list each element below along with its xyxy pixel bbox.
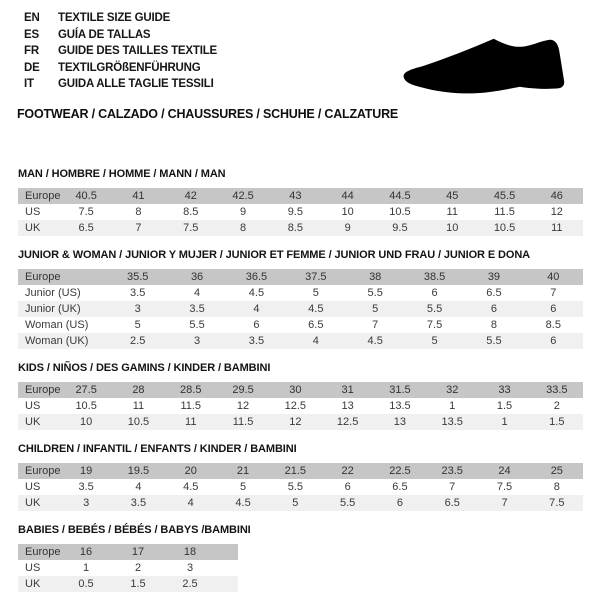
size-cell: 46: [550, 190, 563, 202]
row-label-cell: UK: [25, 578, 41, 590]
size-cell: 42: [184, 190, 197, 202]
size-cell: 12: [236, 400, 250, 412]
size-cell: 12.5: [284, 400, 307, 412]
language-code: IT: [24, 78, 34, 91]
size-cell: 35.5: [126, 271, 149, 283]
size-cell: 39: [487, 271, 501, 283]
size-cell: 5: [372, 303, 379, 315]
row-label-cell: Europe: [25, 465, 61, 477]
size-cell: 6.5: [444, 497, 460, 509]
size-cell: 3.5: [189, 303, 205, 315]
size-cell: 8: [135, 206, 142, 218]
size-cell: 11: [446, 206, 458, 218]
size-cell: 7.5: [426, 319, 443, 331]
dress-shoe-icon: [392, 16, 578, 108]
size-cell: 10: [80, 416, 93, 428]
size-cell: 13.5: [389, 400, 411, 412]
size-cell: 7: [372, 319, 379, 331]
row-label-cell: US: [25, 206, 41, 218]
language-code: DE: [24, 61, 40, 74]
table-row: [18, 479, 583, 495]
size-cell: 33: [498, 384, 511, 396]
size-cell: 44: [341, 190, 354, 202]
size-cell: 20: [184, 465, 197, 477]
row-label-cell: UK: [25, 222, 41, 234]
size-cell: 5: [292, 497, 299, 509]
size-cell: 5.5: [339, 497, 356, 509]
language-code: EN: [24, 12, 40, 25]
size-cell: 10.5: [75, 400, 97, 412]
size-cell: 10.5: [493, 222, 516, 234]
size-cell: 37.5: [305, 271, 327, 283]
table-row: [18, 495, 583, 511]
row-label-cell: UK: [25, 497, 41, 509]
size-cell: 4.5: [183, 481, 199, 493]
size-cell: 7: [550, 287, 557, 299]
language-row: [24, 27, 217, 44]
language-row: [24, 43, 217, 60]
size-cell: 3.5: [130, 497, 147, 509]
size-cell: 11: [132, 400, 145, 412]
size-table: [18, 382, 583, 430]
size-cell: 28: [132, 384, 145, 396]
size-cell: 3: [186, 562, 194, 574]
language-title: GUÍA DE TALLAS: [58, 28, 151, 41]
size-cell: 18: [183, 546, 197, 558]
row-label-cell: Woman (US): [25, 319, 89, 331]
size-cell: 36.5: [245, 271, 268, 283]
size-cell: 5.5: [367, 287, 383, 299]
size-cell: 17: [131, 546, 145, 558]
section-title: BABIES / BEBÉS / BÉBÉS / BABYS /BAMBINI: [18, 524, 251, 536]
size-cell: 12: [550, 206, 563, 218]
size-cell: 13: [393, 416, 407, 428]
table-row: [18, 317, 583, 333]
language-title: GUIDE DES TAILLES TEXTILE: [58, 45, 217, 58]
size-cell: 5.5: [287, 481, 303, 493]
size-cell: 25: [550, 465, 563, 477]
size-cell: 8.5: [545, 319, 561, 331]
size-cell: 0.5: [78, 578, 94, 590]
size-cell: 8.5: [287, 222, 303, 234]
size-cell: 6: [550, 335, 557, 347]
size-cell: 6: [396, 497, 403, 509]
size-table: [18, 188, 583, 236]
size-cell: 38.5: [423, 271, 446, 283]
size-cell: 13: [341, 400, 354, 412]
size-cell: 7.5: [496, 481, 513, 493]
size-table-section: [18, 443, 583, 511]
table-row: [18, 333, 583, 349]
table-header-row: [18, 269, 583, 285]
size-cell: 4: [253, 303, 260, 315]
row-label-cell: Junior (US): [25, 287, 81, 299]
size-cell: 22: [341, 465, 354, 477]
size-cell: 45.5: [493, 190, 516, 202]
row-label-cell: US: [25, 562, 41, 574]
size-cell: 6: [344, 481, 351, 493]
size-cell: 1: [501, 416, 508, 428]
size-cell: 36: [190, 271, 204, 283]
table-header-row: [18, 382, 583, 398]
size-cell: 41: [132, 190, 145, 202]
size-cell: 8: [239, 222, 247, 234]
size-cell: 2.5: [182, 578, 198, 590]
size-cell: 7: [501, 497, 508, 509]
language-title: TEXTILE SIZE GUIDE: [58, 12, 171, 25]
size-cell: 4: [312, 335, 319, 347]
size-cell: 7.5: [78, 206, 94, 218]
table-row: [18, 301, 583, 317]
size-cell: 21.5: [284, 465, 307, 477]
size-cell: 40.5: [75, 190, 97, 202]
size-cell: 16: [79, 546, 93, 558]
table-row: [18, 220, 583, 236]
language-row: [24, 76, 217, 93]
size-table-section: [18, 362, 583, 430]
row-label-cell: UK: [25, 416, 41, 428]
size-cell: 27.5: [75, 384, 97, 396]
size-cell: 10: [446, 222, 459, 234]
row-label-cell: Europe: [25, 384, 61, 396]
size-cell: 10.5: [127, 416, 150, 428]
size-cell: 30: [289, 384, 302, 396]
size-cell: 9.5: [287, 206, 303, 218]
size-cell: 31.5: [389, 384, 411, 396]
size-cell: 42.5: [232, 190, 254, 202]
size-table: [18, 544, 583, 592]
size-cell: 6: [253, 319, 260, 331]
size-cell: 1.5: [130, 578, 146, 590]
size-cell: 6.5: [78, 222, 94, 234]
size-cell: 6: [550, 303, 557, 315]
size-cell: 5: [431, 335, 438, 347]
table-header-row: [18, 188, 583, 204]
size-cell: 6.5: [486, 287, 502, 299]
size-cell: 9: [239, 206, 247, 218]
size-cell: 6.5: [308, 319, 324, 331]
language-title: GUIDA ALLE TAGLIE TESSILI: [58, 78, 214, 91]
size-cell: 38: [369, 271, 382, 283]
size-cell: 11.5: [232, 416, 254, 428]
size-cell: 6.5: [392, 481, 408, 493]
size-cell: 3: [134, 303, 141, 315]
size-cell: 31: [341, 384, 354, 396]
language-row: [24, 10, 217, 27]
language-title: TEXTILGRÖßENFÜHRUNG: [58, 61, 201, 74]
table-row: [18, 560, 238, 576]
size-cell: 4: [187, 497, 194, 509]
section-title: JUNIOR & WOMAN / JUNIOR Y MUJER / JUNIOR ET FEMME / JUNIOR UND FRAU / JUNIOR E DONA: [18, 249, 531, 261]
size-cell: 3.5: [248, 335, 265, 347]
size-cell: 28.5: [180, 384, 202, 396]
size-cell: 21: [236, 465, 250, 477]
size-table: [18, 269, 583, 349]
size-cell: 10.5: [389, 206, 411, 218]
row-label-cell: Europe: [25, 546, 61, 558]
size-cell: 7.5: [549, 497, 565, 509]
size-cell: 2: [553, 400, 560, 412]
size-cell: 10: [341, 206, 354, 218]
size-cell: 40: [547, 271, 560, 283]
size-cell: 8: [553, 481, 560, 493]
size-cell: 44.5: [389, 190, 411, 202]
language-row: [24, 60, 217, 77]
size-cell: 3.5: [78, 481, 94, 493]
size-cell: 9: [344, 222, 351, 234]
table-row: [18, 398, 583, 414]
size-cell: 7.5: [183, 222, 199, 234]
size-table-section: [18, 524, 583, 592]
row-label-cell: Woman (UK): [25, 335, 89, 347]
size-cell: 32: [446, 384, 459, 396]
size-cell: 22.5: [389, 465, 411, 477]
size-cell: 12.5: [336, 416, 359, 428]
size-cell: 11.5: [180, 400, 202, 412]
size-cell: 23.5: [441, 465, 463, 477]
size-cell: 2.5: [130, 335, 146, 347]
size-cell: 5: [239, 481, 247, 493]
table-row: [18, 414, 583, 430]
size-cell: 8.5: [183, 206, 199, 218]
size-cell: 5.5: [486, 335, 502, 347]
table-row: [18, 576, 238, 592]
size-cell: 13.5: [441, 416, 463, 428]
size-cell: 1: [82, 562, 90, 574]
section-title: CHILDREN / INFANTIL / ENFANTS / KINDER / BAMBINI: [18, 443, 297, 455]
size-cell: 5.5: [189, 319, 205, 331]
table-row: [18, 204, 583, 220]
size-cell: 4.5: [235, 497, 251, 509]
size-cell: 29.5: [232, 384, 254, 396]
row-label-cell: Europe: [25, 190, 61, 202]
row-label-cell: Europe: [25, 271, 61, 283]
language-list: [24, 10, 217, 93]
size-cell: 3.5: [130, 287, 146, 299]
size-cell: 4: [194, 287, 201, 299]
row-label-cell: Junior (UK): [25, 303, 81, 315]
size-cell: 5: [312, 287, 319, 299]
size-cell: 33.5: [546, 384, 568, 396]
size-cell: 4: [135, 481, 142, 493]
table-row: [18, 285, 583, 301]
size-table-section: [18, 168, 583, 236]
row-label-cell: US: [25, 481, 41, 493]
size-cell: 5: [134, 319, 141, 331]
size-cell: 5.5: [426, 303, 443, 315]
size-tables: [18, 168, 583, 600]
section-title: MAN / HOMBRE / HOMME / MANN / MAN: [18, 168, 226, 180]
size-cell: 9.5: [392, 222, 408, 234]
size-cell: 11.5: [494, 206, 515, 218]
size-cell: 8: [490, 319, 497, 331]
table-header-row: [18, 544, 238, 560]
size-cell: 2: [134, 562, 142, 574]
language-code: ES: [24, 28, 39, 41]
size-cell: 19.5: [127, 465, 150, 477]
size-cell: 19: [80, 465, 93, 477]
size-cell: 7: [135, 222, 142, 234]
size-cell: 4.5: [367, 335, 383, 347]
category-title: FOOTWEAR / CALZADO / CHAUSSURES / SCHUHE / CALZATURE: [17, 107, 399, 121]
size-cell: 3: [194, 335, 201, 347]
size-cell: 11: [551, 222, 563, 234]
row-label-cell: US: [25, 400, 41, 412]
size-cell: 4.5: [308, 303, 324, 315]
size-cell: 6: [490, 303, 497, 315]
size-cell: 1.5: [549, 416, 565, 428]
size-cell: 1.5: [496, 400, 513, 412]
size-cell: 4.5: [248, 287, 265, 299]
size-cell: 6: [431, 287, 438, 299]
size-cell: 1: [449, 400, 456, 412]
size-cell: 12: [289, 416, 302, 428]
size-cell: 43: [289, 190, 302, 202]
size-cell: 45: [446, 190, 459, 202]
size-cell: 3: [83, 497, 90, 509]
section-title: KIDS / NIÑOS / DES GAMINS / KINDER / BAMBINI: [18, 362, 271, 374]
size-cell: 7: [449, 481, 456, 493]
size-table: [18, 463, 583, 511]
table-header-row: [18, 463, 583, 479]
size-table-section: [18, 249, 583, 349]
language-code: FR: [24, 45, 39, 58]
size-cell: 11: [185, 416, 197, 428]
size-cell: 24: [498, 465, 511, 477]
